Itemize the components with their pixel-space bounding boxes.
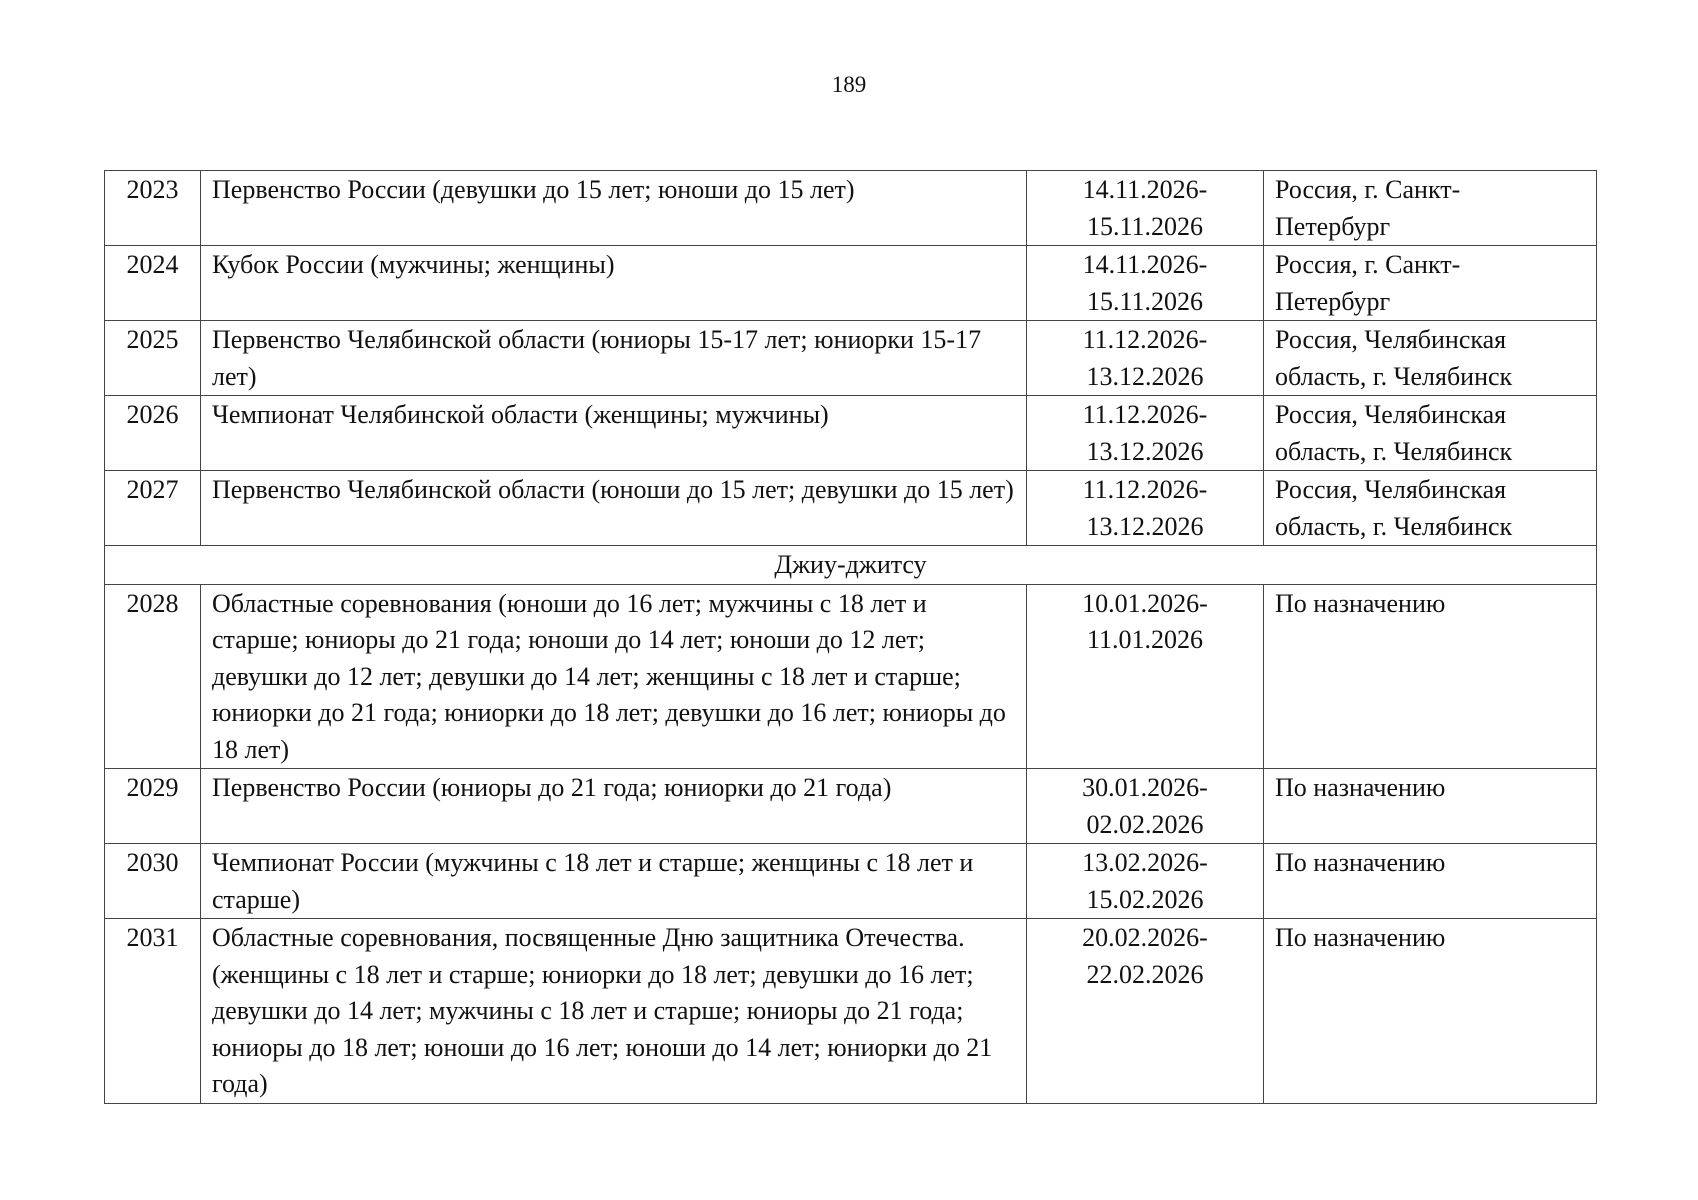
event-place: По назначению — [1264, 769, 1597, 844]
event-number: 2028 — [105, 584, 201, 769]
event-name: Первенство Челябинской области (юноши до 15 лет; девушки до 15 лет) — [201, 471, 1027, 546]
table-row — [105, 396, 1597, 471]
event-place: По назначению — [1264, 919, 1597, 1104]
event-name: Первенство Челябинской области (юниоры 15-17 лет; юниорки 15-17 лет) — [201, 321, 1027, 396]
event-number: 2030 — [105, 844, 201, 919]
page-number: 189 — [831, 72, 867, 97]
event-name: Чемпионат России (мужчины с 18 лет и старше; женщины с 18 лет и старше) — [201, 844, 1027, 919]
table-row — [105, 246, 1597, 321]
table-row — [105, 584, 1597, 769]
events-table — [104, 170, 1597, 1104]
event-dates: 11.12.2026- 13.12.2026 — [1027, 471, 1264, 546]
events-table-body — [105, 171, 1597, 1104]
event-place: По назначению — [1264, 844, 1597, 919]
event-dates: 13.02.2026- 15.02.2026 — [1027, 844, 1264, 919]
event-name: Чемпионат Челябинской области (женщины; мужчины) — [201, 396, 1027, 471]
event-place: Россия, г. Санкт- Петербург — [1264, 246, 1597, 321]
event-number: 2031 — [105, 919, 201, 1104]
event-place: Россия, Челябинская область, г. Челябинск — [1264, 396, 1597, 471]
event-dates: 14.11.2026- 15.11.2026 — [1027, 171, 1264, 246]
event-dates: 20.02.2026- 22.02.2026 — [1027, 919, 1264, 1104]
event-name: Областные соревнования (юноши до 16 лет; мужчины с 18 лет и старше; юниоры до 21 года; юноши до 14 лет; юноши до 12 лет; девушки до 12 лет; девушки до 14 лет; женщины с 18 лет и старше; юниорки до 21 года; юниорки до 18 лет; девушки до 16 лет; юниоры до 18 лет) — [201, 584, 1027, 769]
event-number: 2025 — [105, 321, 201, 396]
event-name: Кубок России (мужчины; женщины) — [201, 246, 1027, 321]
event-dates: 14.11.2026- 15.11.2026 — [1027, 246, 1264, 321]
event-place: Россия, г. Санкт- Петербург — [1264, 171, 1597, 246]
section-title: Джиу-джитсу — [105, 546, 1597, 585]
event-place: Россия, Челябинская область, г. Челябинск — [1264, 471, 1597, 546]
event-number: 2029 — [105, 769, 201, 844]
table-row — [105, 919, 1597, 1104]
table-row — [105, 769, 1597, 844]
event-name: Областные соревнования, посвященные Дню защитника Отечества. (женщины с 18 лет и старше; юниорки до 18 лет; девушки до 16 лет; девушки до 14 лет; мужчины с 18 лет и старше; юниоры до 21 года; юниоры до 18 лет; юноши до 16 лет; юноши до 14 лет; юниорки до 21 года) — [201, 919, 1027, 1104]
event-number: 2023 — [105, 171, 201, 246]
table-row — [105, 471, 1597, 546]
section-row — [105, 546, 1597, 585]
event-number: 2024 — [105, 246, 201, 321]
event-number: 2027 — [105, 471, 201, 546]
table-row — [105, 844, 1597, 919]
table-row — [105, 171, 1597, 246]
event-name: Первенство России (юниоры до 21 года; юниорки до 21 года) — [201, 769, 1027, 844]
event-number: 2026 — [105, 396, 201, 471]
table-row — [105, 321, 1597, 396]
event-name: Первенство России (девушки до 15 лет; юноши до 15 лет) — [201, 171, 1027, 246]
event-dates: 11.12.2026- 13.12.2026 — [1027, 321, 1264, 396]
event-dates: 10.01.2026- 11.01.2026 — [1027, 584, 1264, 769]
event-dates: 30.01.2026- 02.02.2026 — [1027, 769, 1264, 844]
event-dates: 11.12.2026- 13.12.2026 — [1027, 396, 1264, 471]
event-place: По назначению — [1264, 584, 1597, 769]
event-place: Россия, Челябинская область, г. Челябинск — [1264, 321, 1597, 396]
